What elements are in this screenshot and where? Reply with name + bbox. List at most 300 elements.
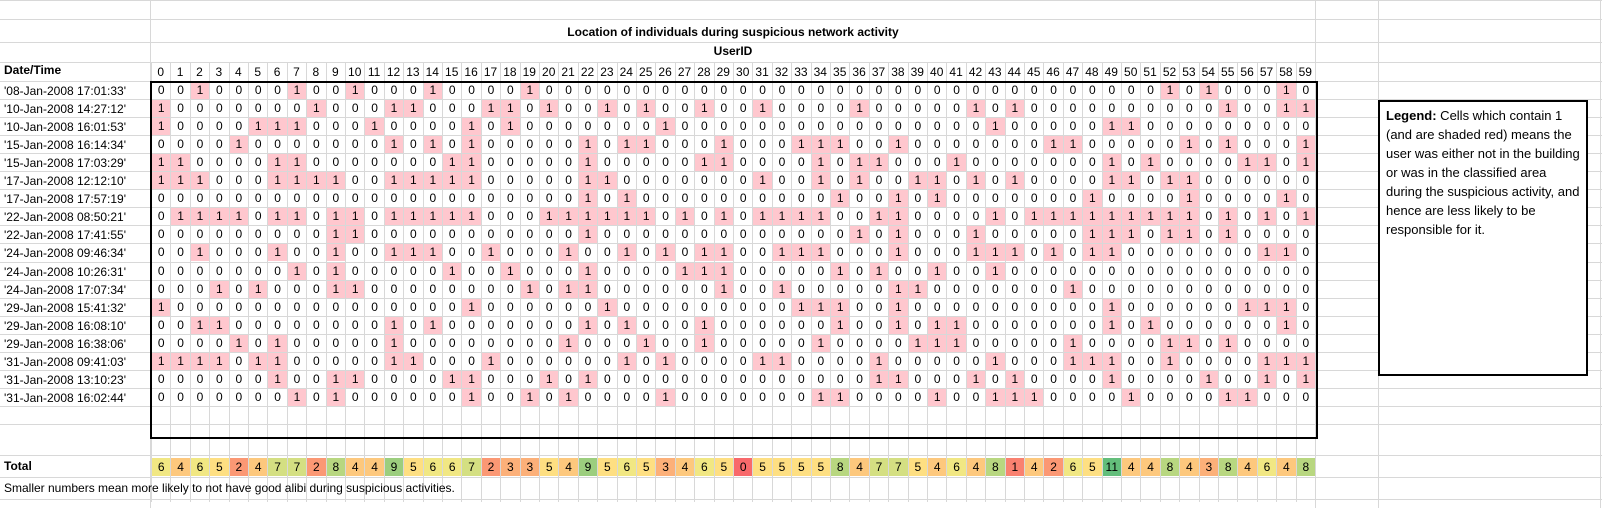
table-cell[interactable]: 0 xyxy=(836,245,844,260)
table-cell[interactable]: 1 xyxy=(1083,244,1101,261)
table-cell[interactable]: 0 xyxy=(856,335,863,350)
table-cell[interactable]: 0 xyxy=(410,389,417,404)
table-cell[interactable]: 0 xyxy=(196,119,204,134)
table-cell[interactable]: 0 xyxy=(1011,137,1019,152)
table-cell[interactable]: 0 xyxy=(642,299,650,314)
table-cell[interactable]: 0 xyxy=(992,317,999,332)
table-cell[interactable]: 0 xyxy=(836,281,844,296)
table-cell[interactable]: 0 xyxy=(507,371,514,386)
table-cell[interactable]: 0 xyxy=(1205,335,1213,350)
table-cell[interactable]: 1 xyxy=(501,263,519,280)
table-cell[interactable]: 1 xyxy=(928,190,946,207)
table-cell[interactable]: 0 xyxy=(1283,263,1290,278)
table-cell[interactable]: 0 xyxy=(604,389,611,404)
table-cell[interactable]: 0 xyxy=(933,353,941,368)
table-cell[interactable]: 1 xyxy=(831,299,849,316)
total-cell[interactable]: 6 xyxy=(695,458,713,476)
table-cell[interactable]: 0 xyxy=(332,137,340,152)
table-cell[interactable]: 1 xyxy=(1238,299,1256,316)
table-cell[interactable]: 0 xyxy=(817,281,825,296)
table-cell[interactable]: 0 xyxy=(196,299,204,314)
table-cell[interactable]: 0 xyxy=(235,281,243,296)
table-cell[interactable]: 0 xyxy=(1030,173,1038,188)
table-cell[interactable]: 0 xyxy=(642,173,650,188)
table-cell[interactable]: 0 xyxy=(662,191,669,206)
table-cell[interactable]: 0 xyxy=(1147,281,1154,296)
table-cell[interactable]: 0 xyxy=(1147,353,1154,368)
table-cell[interactable]: 0 xyxy=(933,155,941,170)
table-cell[interactable]: 1 xyxy=(443,154,461,171)
table-cell[interactable]: 0 xyxy=(507,299,514,314)
table-cell[interactable]: 0 xyxy=(739,119,747,134)
table-cell[interactable]: 1 xyxy=(579,281,597,298)
table-cell[interactable]: 1 xyxy=(462,172,480,189)
table-cell[interactable]: 0 xyxy=(216,137,223,152)
table-cell[interactable]: 0 xyxy=(584,83,592,97)
total-cell[interactable]: 5 xyxy=(637,458,655,476)
table-cell[interactable]: 0 xyxy=(1263,119,1271,134)
table-cell[interactable]: 0 xyxy=(739,101,747,116)
table-cell[interactable]: 0 xyxy=(953,299,960,314)
table-cell[interactable]: 0 xyxy=(1166,101,1174,116)
table-cell[interactable]: 1 xyxy=(424,317,442,334)
table-cell[interactable]: 1 xyxy=(618,208,636,225)
table-cell[interactable]: 0 xyxy=(1166,119,1174,134)
table-cell[interactable]: 0 xyxy=(1186,101,1193,116)
table-cell[interactable]: 0 xyxy=(1030,263,1038,278)
table-cell[interactable]: 0 xyxy=(526,137,534,152)
table-cell[interactable]: 0 xyxy=(216,245,223,260)
table-cell[interactable]: 0 xyxy=(1244,353,1251,368)
table-cell[interactable]: 0 xyxy=(953,245,960,260)
table-cell[interactable]: 1 xyxy=(404,353,422,370)
table-cell[interactable]: 0 xyxy=(836,335,844,350)
table-cell[interactable]: 0 xyxy=(1302,335,1310,350)
total-cell[interactable]: 5 xyxy=(715,458,733,476)
table-cell[interactable]: 0 xyxy=(933,227,941,242)
table-cell[interactable]: 0 xyxy=(507,353,514,368)
table-cell[interactable]: 0 xyxy=(817,317,825,332)
table-cell[interactable]: 1 xyxy=(482,244,500,261)
table-cell[interactable]: 1 xyxy=(753,353,771,370)
table-cell[interactable]: 0 xyxy=(701,389,708,404)
table-cell[interactable]: 0 xyxy=(1283,227,1290,242)
table-cell[interactable]: 0 xyxy=(1127,101,1135,116)
table-cell[interactable]: 0 xyxy=(1263,83,1271,97)
table-cell[interactable]: 1 xyxy=(559,389,577,406)
table-cell[interactable]: 1 xyxy=(540,371,558,388)
table-cell[interactable]: 0 xyxy=(681,173,689,188)
table-cell[interactable]: 0 xyxy=(972,263,980,278)
table-cell[interactable]: 0 xyxy=(545,263,553,278)
table-cell[interactable]: 0 xyxy=(972,83,980,97)
table-cell[interactable]: 0 xyxy=(1302,191,1310,206)
table-cell[interactable]: 0 xyxy=(623,173,631,188)
total-cell[interactable]: 5 xyxy=(598,458,616,476)
table-cell[interactable]: 0 xyxy=(914,389,922,404)
table-cell[interactable]: 0 xyxy=(351,101,359,116)
table-cell[interactable]: 0 xyxy=(584,335,592,350)
table-cell[interactable]: 1 xyxy=(676,208,694,225)
table-cell[interactable]: 1 xyxy=(812,389,830,406)
table-cell[interactable]: 0 xyxy=(914,245,922,260)
table-cell[interactable]: 0 xyxy=(351,173,359,188)
table-cell[interactable]: 0 xyxy=(545,245,553,260)
table-cell[interactable]: 0 xyxy=(1069,83,1077,97)
table-cell[interactable]: 1 xyxy=(1219,100,1237,117)
table-cell[interactable]: 0 xyxy=(720,119,728,134)
table-cell[interactable]: 0 xyxy=(254,137,262,152)
total-cell[interactable]: 4 xyxy=(249,458,267,476)
table-cell[interactable]: 0 xyxy=(1127,335,1135,350)
table-cell[interactable]: 1 xyxy=(1064,353,1082,370)
table-cell[interactable]: 1 xyxy=(230,208,248,225)
table-cell[interactable]: 0 xyxy=(565,263,572,278)
table-cell[interactable]: 0 xyxy=(351,245,359,260)
total-cell[interactable]: 5 xyxy=(1083,458,1101,476)
table-cell[interactable]: 1 xyxy=(967,371,985,388)
table-cell[interactable]: 1 xyxy=(268,172,286,189)
table-cell[interactable]: 1 xyxy=(928,335,946,352)
table-cell[interactable]: 0 xyxy=(739,263,747,278)
table-cell[interactable]: 0 xyxy=(1108,281,1116,296)
table-cell[interactable]: 1 xyxy=(482,100,500,117)
table-cell[interactable]: 0 xyxy=(875,245,883,260)
table-cell[interactable]: 0 xyxy=(545,227,553,242)
table-cell[interactable]: 0 xyxy=(429,281,437,296)
table-cell[interactable]: 0 xyxy=(1011,335,1019,350)
table-cell[interactable]: 0 xyxy=(739,191,747,206)
table-cell[interactable]: 0 xyxy=(1263,281,1271,296)
table-cell[interactable]: 0 xyxy=(487,281,495,296)
table-cell[interactable]: 0 xyxy=(1089,299,1096,314)
table-cell[interactable]: 0 xyxy=(526,299,534,314)
table-cell[interactable]: 0 xyxy=(371,101,378,116)
table-cell[interactable]: 0 xyxy=(1011,191,1019,206)
table-cell[interactable]: 1 xyxy=(1180,172,1198,189)
table-cell[interactable]: 1 xyxy=(268,154,286,171)
table-cell[interactable]: 0 xyxy=(254,317,262,332)
table-cell[interactable]: 0 xyxy=(1205,227,1213,242)
table-cell[interactable]: 1 xyxy=(715,263,733,280)
total-cell[interactable]: 6 xyxy=(1258,458,1276,476)
table-cell[interactable]: 0 xyxy=(1147,137,1154,152)
table-cell[interactable]: 1 xyxy=(1044,136,1062,153)
table-cell[interactable]: 0 xyxy=(177,83,184,97)
table-cell[interactable]: 0 xyxy=(545,83,553,97)
table-cell[interactable]: 0 xyxy=(1186,299,1193,314)
table-cell[interactable]: 0 xyxy=(565,137,572,152)
total-cell[interactable]: 4 xyxy=(967,458,985,476)
table-cell[interactable]: 0 xyxy=(1302,281,1310,296)
table-cell[interactable]: 0 xyxy=(1030,335,1038,350)
table-cell[interactable]: 0 xyxy=(1011,155,1019,170)
table-cell[interactable]: 0 xyxy=(1069,155,1077,170)
table-cell[interactable]: 0 xyxy=(1263,335,1271,350)
table-cell[interactable]: 1 xyxy=(385,335,403,352)
table-cell[interactable]: 0 xyxy=(798,335,805,350)
total-cell[interactable]: 5 xyxy=(773,458,791,476)
table-cell[interactable]: 0 xyxy=(1050,263,1057,278)
table-cell[interactable]: 1 xyxy=(637,136,655,153)
table-cell[interactable]: 1 xyxy=(1006,172,1024,189)
table-cell[interactable]: 1 xyxy=(947,317,965,334)
table-cell[interactable]: 0 xyxy=(623,263,631,278)
table-cell[interactable]: 0 xyxy=(701,191,708,206)
table-cell[interactable]: 0 xyxy=(526,173,534,188)
table-cell[interactable]: 0 xyxy=(1108,389,1116,404)
table-cell[interactable]: 0 xyxy=(1089,137,1096,152)
table-cell[interactable]: 0 xyxy=(216,299,223,314)
table-cell[interactable]: 0 xyxy=(604,317,611,332)
table-cell[interactable]: 0 xyxy=(1205,353,1213,368)
table-cell[interactable]: 0 xyxy=(1030,191,1038,206)
table-cell[interactable]: 0 xyxy=(507,335,514,350)
table-cell[interactable]: 1 xyxy=(1258,299,1276,316)
table-cell[interactable]: 0 xyxy=(875,389,883,404)
table-cell[interactable]: 0 xyxy=(739,281,747,296)
table-cell[interactable]: 0 xyxy=(992,281,999,296)
table-cell[interactable]: 1 xyxy=(191,244,209,261)
table-cell[interactable]: 0 xyxy=(778,101,786,116)
table-cell[interactable]: 0 xyxy=(720,227,728,242)
table-cell[interactable]: 0 xyxy=(933,245,941,260)
table-cell[interactable]: 0 xyxy=(526,263,534,278)
table-cell[interactable]: 0 xyxy=(759,83,766,97)
table-cell[interactable]: 0 xyxy=(410,371,417,386)
table-cell[interactable]: 1 xyxy=(288,172,306,189)
table-cell[interactable]: 0 xyxy=(798,389,805,404)
total-cell[interactable]: 4 xyxy=(1238,458,1256,476)
table-cell[interactable]: 0 xyxy=(1127,155,1135,170)
table-cell[interactable]: 0 xyxy=(836,371,844,386)
table-cell[interactable]: 0 xyxy=(332,101,340,116)
table-cell[interactable]: 0 xyxy=(254,389,262,404)
table-cell[interactable]: 1 xyxy=(1122,208,1140,225)
table-cell[interactable]: 0 xyxy=(410,191,417,206)
table-cell[interactable]: 0 xyxy=(235,155,243,170)
table-cell[interactable]: 1 xyxy=(346,281,364,298)
table-cell[interactable]: 0 xyxy=(507,155,514,170)
table-cell[interactable]: 0 xyxy=(933,299,941,314)
table-cell[interactable]: 1 xyxy=(1122,389,1140,406)
table-cell[interactable]: 0 xyxy=(798,317,805,332)
table-cell[interactable]: 0 xyxy=(526,155,534,170)
table-cell[interactable]: 0 xyxy=(739,245,747,260)
table-cell[interactable]: 0 xyxy=(1069,245,1077,260)
table-cell[interactable]: 0 xyxy=(313,281,320,296)
table-cell[interactable]: 0 xyxy=(1069,371,1077,386)
table-cell[interactable]: 0 xyxy=(177,281,184,296)
table-cell[interactable]: 0 xyxy=(817,263,825,278)
table-cell[interactable]: 1 xyxy=(1103,208,1121,225)
table-cell[interactable]: 0 xyxy=(1224,263,1232,278)
table-cell[interactable]: 0 xyxy=(914,227,922,242)
table-cell[interactable]: 0 xyxy=(1127,245,1135,260)
table-cell[interactable]: 1 xyxy=(443,208,461,225)
table-cell[interactable]: 0 xyxy=(565,83,572,97)
table-cell[interactable]: 0 xyxy=(914,119,922,134)
table-cell[interactable]: 1 xyxy=(812,208,830,225)
table-cell[interactable]: 1 xyxy=(579,317,597,334)
table-cell[interactable]: 0 xyxy=(681,191,689,206)
table-cell[interactable]: 0 xyxy=(293,317,301,332)
table-cell[interactable]: 1 xyxy=(695,317,713,334)
table-cell[interactable]: 1 xyxy=(1161,82,1179,99)
table-cell[interactable]: 1 xyxy=(424,136,442,153)
table-cell[interactable]: 0 xyxy=(351,137,359,152)
table-cell[interactable]: 0 xyxy=(1050,191,1057,206)
table-cell[interactable]: 0 xyxy=(468,317,475,332)
total-cell[interactable]: 3 xyxy=(1200,458,1218,476)
table-cell[interactable]: 0 xyxy=(468,83,475,97)
total-cell[interactable]: 6 xyxy=(191,458,209,476)
table-cell[interactable]: 0 xyxy=(507,173,514,188)
table-cell[interactable]: 1 xyxy=(1103,371,1121,388)
table-cell[interactable]: 0 xyxy=(196,371,204,386)
table-cell[interactable]: 0 xyxy=(798,101,805,116)
total-cell[interactable]: 8 xyxy=(831,458,849,476)
table-cell[interactable]: 1 xyxy=(598,208,616,225)
table-cell[interactable]: 0 xyxy=(448,227,456,242)
table-cell[interactable]: 0 xyxy=(914,353,922,368)
table-cell[interactable]: 1 xyxy=(1161,226,1179,243)
table-cell[interactable]: 1 xyxy=(1141,317,1159,334)
table-cell[interactable]: 0 xyxy=(468,335,475,350)
table-cell[interactable]: 0 xyxy=(739,155,747,170)
table-cell[interactable]: 0 xyxy=(1283,389,1290,404)
table-cell[interactable]: 1 xyxy=(889,371,907,388)
table-cell[interactable]: 0 xyxy=(642,353,650,368)
table-cell[interactable]: 0 xyxy=(895,101,902,116)
table-cell[interactable]: 1 xyxy=(249,281,267,298)
table-cell[interactable]: 0 xyxy=(1030,227,1038,242)
table-cell[interactable]: 1 xyxy=(947,335,965,352)
table-cell[interactable]: 1 xyxy=(1277,317,1295,334)
table-cell[interactable]: 0 xyxy=(565,119,572,134)
table-cell[interactable]: 0 xyxy=(351,389,359,404)
table-cell[interactable]: 0 xyxy=(410,83,417,97)
table-cell[interactable]: 1 xyxy=(230,335,248,352)
table-cell[interactable]: 0 xyxy=(1089,155,1096,170)
table-cell[interactable]: 1 xyxy=(171,208,189,225)
table-cell[interactable]: 1 xyxy=(152,172,170,189)
table-cell[interactable]: 0 xyxy=(681,227,689,242)
table-cell[interactable]: 0 xyxy=(992,83,999,97)
table-cell[interactable]: 1 xyxy=(1064,335,1082,352)
table-cell[interactable]: 0 xyxy=(545,335,553,350)
table-cell[interactable]: 0 xyxy=(972,335,980,350)
table-cell[interactable]: 0 xyxy=(371,209,378,224)
total-cell[interactable]: 5 xyxy=(540,458,558,476)
table-cell[interactable]: 0 xyxy=(1147,119,1154,134)
table-cell[interactable]: 1 xyxy=(870,371,888,388)
table-cell[interactable]: 0 xyxy=(1205,137,1213,152)
table-cell[interactable]: 0 xyxy=(157,209,165,224)
table-cell[interactable]: 1 xyxy=(715,244,733,261)
table-cell[interactable]: 0 xyxy=(468,101,475,116)
table-cell[interactable]: 0 xyxy=(604,227,611,242)
table-cell[interactable]: 0 xyxy=(992,191,999,206)
table-cell[interactable]: 0 xyxy=(410,317,417,332)
table-cell[interactable]: 1 xyxy=(1258,353,1276,370)
table-cell[interactable]: 0 xyxy=(972,353,980,368)
total-cell[interactable]: 4 xyxy=(171,458,189,476)
table-cell[interactable]: 0 xyxy=(817,191,825,206)
table-cell[interactable]: 0 xyxy=(254,335,262,350)
table-cell[interactable]: 1 xyxy=(889,136,907,153)
table-cell[interactable]: 0 xyxy=(177,191,184,206)
table-cell[interactable]: 1 xyxy=(889,208,907,225)
table-cell[interactable]: 0 xyxy=(157,371,165,386)
table-cell[interactable]: 0 xyxy=(720,317,728,332)
table-cell[interactable]: 0 xyxy=(1186,83,1193,97)
table-cell[interactable]: 0 xyxy=(992,101,999,116)
table-cell[interactable]: 0 xyxy=(371,371,378,386)
table-cell[interactable]: 0 xyxy=(371,245,378,260)
table-cell[interactable]: 0 xyxy=(1050,101,1057,116)
table-cell[interactable]: 0 xyxy=(972,191,980,206)
table-cell[interactable]: 1 xyxy=(1064,136,1082,153)
table-cell[interactable]: 1 xyxy=(1141,208,1159,225)
table-cell[interactable]: 0 xyxy=(759,389,766,404)
table-cell[interactable]: 1 xyxy=(288,118,306,135)
table-cell[interactable]: 0 xyxy=(681,371,689,386)
table-cell[interactable]: 0 xyxy=(604,245,611,260)
table-cell[interactable]: 1 xyxy=(850,172,868,189)
table-cell[interactable]: 0 xyxy=(817,119,825,134)
table-cell[interactable]: 1 xyxy=(152,353,170,370)
table-cell[interactable]: 0 xyxy=(507,209,514,224)
table-cell[interactable]: 0 xyxy=(1302,173,1310,188)
table-cell[interactable]: 0 xyxy=(1186,119,1193,134)
table-cell[interactable]: 0 xyxy=(798,227,805,242)
table-cell[interactable]: 1 xyxy=(1083,190,1101,207)
table-cell[interactable]: 0 xyxy=(254,245,262,260)
table-cell[interactable]: 0 xyxy=(662,173,669,188)
table-cell[interactable]: 0 xyxy=(1205,173,1213,188)
table-cell[interactable]: 1 xyxy=(385,136,403,153)
table-cell[interactable]: 0 xyxy=(565,371,572,386)
table-cell[interactable]: 0 xyxy=(1050,83,1057,97)
table-cell[interactable]: 0 xyxy=(992,227,999,242)
table-cell[interactable]: 0 xyxy=(526,335,534,350)
table-cell[interactable]: 0 xyxy=(448,191,456,206)
table-cell[interactable]: 0 xyxy=(177,137,184,152)
table-cell[interactable]: 1 xyxy=(268,371,286,388)
table-cell[interactable]: 0 xyxy=(1069,263,1077,278)
table-cell[interactable]: 0 xyxy=(196,389,204,404)
table-cell[interactable]: 0 xyxy=(720,191,728,206)
table-cell[interactable]: 1 xyxy=(404,244,422,261)
total-cell[interactable]: 4 xyxy=(1277,458,1295,476)
table-cell[interactable]: 0 xyxy=(429,155,437,170)
table-cell[interactable]: 0 xyxy=(448,281,456,296)
table-cell[interactable]: 0 xyxy=(507,389,514,404)
table-cell[interactable]: 0 xyxy=(468,245,475,260)
table-cell[interactable]: 1 xyxy=(1103,353,1121,370)
total-cell[interactable]: 4 xyxy=(928,458,946,476)
table-cell[interactable]: 0 xyxy=(1147,191,1154,206)
table-cell[interactable]: 0 xyxy=(313,299,320,314)
total-cell[interactable]: 3 xyxy=(501,458,519,476)
table-cell[interactable]: 1 xyxy=(889,244,907,261)
table-cell[interactable]: 0 xyxy=(1263,317,1271,332)
table-cell[interactable]: 0 xyxy=(545,353,553,368)
table-cell[interactable]: 0 xyxy=(390,389,398,404)
table-cell[interactable]: 0 xyxy=(836,209,844,224)
table-cell[interactable]: 0 xyxy=(720,83,728,97)
